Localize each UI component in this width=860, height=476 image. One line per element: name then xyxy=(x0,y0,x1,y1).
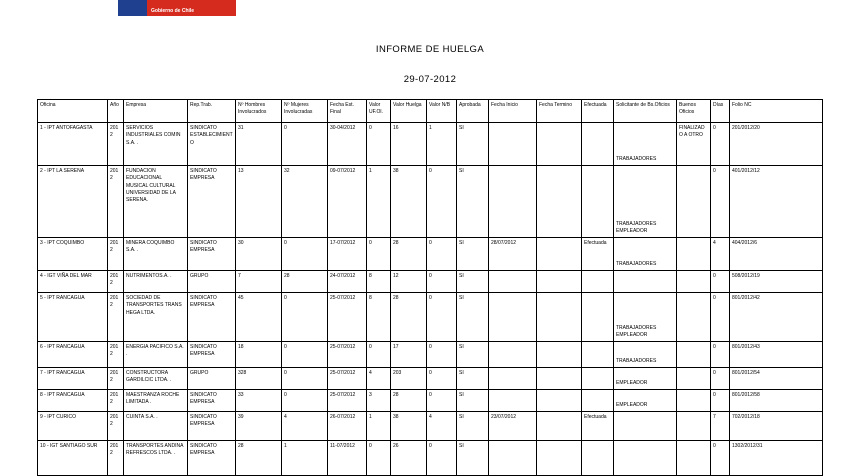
cell-solicitante: TRABAJADORES xyxy=(614,238,677,271)
huelga-table xyxy=(37,99,823,476)
cell-solicitante: TRABAJADORES EMPLEADOR xyxy=(614,293,677,342)
cell-valor-huelga: 26 xyxy=(391,441,427,476)
header-aprobada: Aprobada xyxy=(457,100,489,123)
cell-fecha-inicio xyxy=(489,368,537,390)
cell-ano: 2012 xyxy=(108,390,124,412)
cell-oficina: 6 - IPT RANCAGUA xyxy=(38,342,108,368)
cell-ano: 2012 xyxy=(108,293,124,342)
cell-fecha-termino xyxy=(537,342,582,368)
cell-efectuada xyxy=(582,441,614,476)
cell-rep-trab: SINDICATO EMPRESA xyxy=(188,293,236,342)
cell-folio-nc: 702/2012/18 xyxy=(730,412,823,441)
table-header-row xyxy=(38,100,823,123)
cell-valor-uf: 0 xyxy=(367,238,391,271)
cell-efectuada: Efectuada xyxy=(582,238,614,271)
cell-fecha-termino xyxy=(537,441,582,476)
cell-fecha-est-final: 25-07/2012 xyxy=(328,368,367,390)
cell-buenos-oficios xyxy=(677,293,711,342)
cell-fecha-inicio xyxy=(489,123,537,166)
cell-dias: 0 xyxy=(711,390,730,412)
cell-valor-huelga: 17 xyxy=(391,342,427,368)
cell-fecha-est-final: 17-07/2012 xyxy=(328,238,367,271)
cell-fecha-est-final: 30-04/2012 xyxy=(328,123,367,166)
cell-buenos-oficios xyxy=(677,342,711,368)
cell-fecha-inicio xyxy=(489,441,537,476)
cell-hombres: 7 xyxy=(236,271,282,293)
cell-folio-nc: 801/2012/42 xyxy=(730,293,823,342)
cell-folio-nc: 404/2012/6 xyxy=(730,238,823,271)
cell-fecha-termino xyxy=(537,166,582,238)
table-row xyxy=(38,123,823,166)
header-valor-huelga: Valor Huelga xyxy=(391,100,427,123)
table-row xyxy=(38,368,823,390)
cell-buenos-oficios xyxy=(677,390,711,412)
cell-aprobada: SI xyxy=(457,293,489,342)
cell-fecha-est-final: 24-07/2012 xyxy=(328,271,367,293)
cell-valor-nb: 0 xyxy=(427,293,457,342)
cell-valor-uf: 4 xyxy=(367,368,391,390)
header-fecha-est-final: Fecha Est. Final xyxy=(328,100,367,123)
cell-solicitante: EMPLEADOR xyxy=(614,368,677,390)
cell-solicitante: TRABAJADORES xyxy=(614,342,677,368)
cell-fecha-inicio xyxy=(489,390,537,412)
header-valor-nb: Valor N/B xyxy=(427,100,457,123)
cell-empresa: CONSTRUCTORA GARDILCIC LTDA. . xyxy=(124,368,188,390)
cell-aprobada: SI xyxy=(457,342,489,368)
cell-valor-uf: 0 xyxy=(367,123,391,166)
cell-fecha-inicio xyxy=(489,342,537,368)
report-title: INFORME DE HUELGA xyxy=(375,44,485,55)
cell-folio-nc: 801/2012/58 xyxy=(730,390,823,412)
cell-solicitante xyxy=(614,441,677,476)
cell-ano: 2012 xyxy=(108,166,124,238)
cell-efectuada xyxy=(582,293,614,342)
cell-fecha-est-final: 11-07/2012 xyxy=(328,441,367,476)
cell-rep-trab: SINDICATO EMPRESA xyxy=(188,412,236,441)
header-ano: Año xyxy=(108,100,124,123)
cell-fecha-termino xyxy=(537,293,582,342)
cell-dias: 0 xyxy=(711,368,730,390)
cell-hombres: 39 xyxy=(236,412,282,441)
cell-dias: 0 xyxy=(711,123,730,166)
cell-efectuada: Efectuada xyxy=(582,412,614,441)
cell-aprobada: SI xyxy=(457,368,489,390)
cell-fecha-termino xyxy=(537,368,582,390)
cell-empresa: CUINTA S.A. . xyxy=(124,412,188,441)
cell-ano: 2012 xyxy=(108,368,124,390)
cell-valor-huelga: 28 xyxy=(391,390,427,412)
cell-valor-uf: 0 xyxy=(367,342,391,368)
cell-dias: 0 xyxy=(711,441,730,476)
cell-mujeres: 0 xyxy=(282,238,328,271)
cell-buenos-oficios xyxy=(677,368,711,390)
cell-ano: 2012 xyxy=(108,412,124,441)
cell-aprobada: SI xyxy=(457,412,489,441)
cell-valor-huelga: 38 xyxy=(391,412,427,441)
cell-ano: 2012 xyxy=(108,342,124,368)
cell-fecha-termino xyxy=(537,271,582,293)
cell-oficina: 2 - IPT LA SERENA xyxy=(38,166,108,238)
cell-oficina: 7 - IPT RANCAGUA xyxy=(38,368,108,390)
cell-folio-nc: 801/2012/43 xyxy=(730,342,823,368)
cell-rep-trab: SINDICATO EMPRESA xyxy=(188,238,236,271)
cell-empresa: NUTRIMENTOS.A. . xyxy=(124,271,188,293)
cell-ano: 2012 xyxy=(108,238,124,271)
cell-valor-huelga: 38 xyxy=(391,166,427,238)
cell-buenos-oficios xyxy=(677,441,711,476)
cell-fecha-est-final: 25-07/2012 xyxy=(328,342,367,368)
cell-fecha-inicio xyxy=(489,271,537,293)
table-row xyxy=(38,293,823,342)
cell-efectuada xyxy=(582,342,614,368)
cell-fecha-est-final: 25-07/2012 xyxy=(328,390,367,412)
header-folio-nc: Folio NC xyxy=(730,100,823,123)
cell-aprobada: SI xyxy=(457,123,489,166)
cell-mujeres: 0 xyxy=(282,342,328,368)
cell-fecha-est-final: 09-07/2012 xyxy=(328,166,367,238)
cell-hombres: 13 xyxy=(236,166,282,238)
cell-solicitante xyxy=(614,412,677,441)
header-hombres: Nº Hombres Involucrados xyxy=(236,100,282,123)
cell-efectuada xyxy=(582,166,614,238)
cell-mujeres: 0 xyxy=(282,123,328,166)
cell-oficina: 10 - IGT SANTIAGO SUR xyxy=(38,441,108,476)
cell-empresa: ENERGIA PACIFICO S.A. . xyxy=(124,342,188,368)
cell-empresa: SOCIEDAD DE TRANSPORTES TRANS HEGA LTDA. xyxy=(124,293,188,342)
cell-fecha-inicio: 23/07/2012 xyxy=(489,412,537,441)
header-buenos-oficios: Buenos Oficios xyxy=(677,100,711,123)
cell-valor-uf: 8 xyxy=(367,271,391,293)
cell-valor-uf: 3 xyxy=(367,390,391,412)
cell-rep-trab: SINDICATO EMPRESA xyxy=(188,441,236,476)
table-row xyxy=(38,390,823,412)
table-row xyxy=(38,412,823,441)
cell-fecha-termino xyxy=(537,390,582,412)
cell-rep-trab: GRUPO xyxy=(188,368,236,390)
cell-fecha-est-final: 25-07/2012 xyxy=(328,293,367,342)
cell-fecha-termino xyxy=(537,123,582,166)
cell-valor-nb: 0 xyxy=(427,390,457,412)
cell-efectuada xyxy=(582,123,614,166)
header-valor-uf: Valor UF.Ol. xyxy=(367,100,391,123)
header-efectuada: Efectuada xyxy=(582,100,614,123)
cell-ano: 2012 xyxy=(108,123,124,166)
cell-empresa: FUNDACION EDUCACIONAL MUSICAL CULTURAL UNIVERSIDAD DE LA SERENA. xyxy=(124,166,188,238)
cell-aprobada: SI xyxy=(457,441,489,476)
cell-buenos-oficios xyxy=(677,412,711,441)
table-row xyxy=(38,342,823,368)
cell-solicitante xyxy=(614,271,677,293)
cell-valor-nb: 0 xyxy=(427,368,457,390)
cell-mujeres: 1 xyxy=(282,441,328,476)
report-date: 29-07-2012 xyxy=(403,74,457,85)
gobierno-logo xyxy=(118,0,236,16)
cell-rep-trab: SINDICATO EMPRESA xyxy=(188,390,236,412)
cell-oficina: 5 - IPT RANCAGUA xyxy=(38,293,108,342)
header-fecha-termino: Fecha Termino xyxy=(537,100,582,123)
cell-valor-nb: 4 xyxy=(427,412,457,441)
cell-valor-uf: 8 xyxy=(367,293,391,342)
cell-empresa: SERVICIOS INDUSTRIALES COMIN S.A. . xyxy=(124,123,188,166)
cell-mujeres: 0 xyxy=(282,390,328,412)
cell-valor-huelga: 16 xyxy=(391,123,427,166)
cell-fecha-est-final: 26-07/2012 xyxy=(328,412,367,441)
cell-folio-nc: 1302/2012/31 xyxy=(730,441,823,476)
cell-folio-nc: 201/2012/20 xyxy=(730,123,823,166)
cell-efectuada xyxy=(582,271,614,293)
cell-efectuada xyxy=(582,390,614,412)
cell-hombres: 18 xyxy=(236,342,282,368)
table-row xyxy=(38,271,823,293)
cell-solicitante: TRABAJADORES xyxy=(614,123,677,166)
cell-valor-huelga: 28 xyxy=(391,293,427,342)
cell-rep-trab: SINDICATO EMPRESA xyxy=(188,342,236,368)
cell-oficina: 4 - IGT VIÑA DEL MAR xyxy=(38,271,108,293)
cell-dias: 0 xyxy=(711,293,730,342)
cell-fecha-inicio xyxy=(489,293,537,342)
cell-valor-huelga: 28 xyxy=(391,238,427,271)
cell-valor-nb: 0 xyxy=(427,238,457,271)
cell-dias: 7 xyxy=(711,412,730,441)
cell-valor-nb: 1 xyxy=(427,123,457,166)
cell-valor-uf: 0 xyxy=(367,441,391,476)
cell-aprobada: SI xyxy=(457,166,489,238)
header-mujeres: Nº Mujeres Involucradas xyxy=(282,100,328,123)
cell-buenos-oficios: FINALIZADO A OTRO xyxy=(677,123,711,166)
cell-buenos-oficios xyxy=(677,271,711,293)
cell-fecha-termino xyxy=(537,238,582,271)
table-row xyxy=(38,441,823,476)
cell-valor-uf: 1 xyxy=(367,412,391,441)
cell-rep-trab: SINDICATO ESTABLECIMIENTO xyxy=(188,123,236,166)
cell-valor-uf: 1 xyxy=(367,166,391,238)
cell-aprobada: SI xyxy=(457,238,489,271)
cell-ano: 2012 xyxy=(108,271,124,293)
cell-dias: 0 xyxy=(711,271,730,293)
cell-folio-nc: 801/2012/54 xyxy=(730,368,823,390)
cell-valor-huelga: 12 xyxy=(391,271,427,293)
cell-solicitante: TRABAJADORES EMPLEADOR xyxy=(614,166,677,238)
cell-aprobada: SI xyxy=(457,271,489,293)
cell-folio-nc: 508/2012/19 xyxy=(730,271,823,293)
cell-hombres: 31 xyxy=(236,123,282,166)
cell-solicitante: EMPLEADOR xyxy=(614,390,677,412)
cell-dias: 0 xyxy=(711,166,730,238)
cell-rep-trab: SINDICATO EMPRESA xyxy=(188,166,236,238)
header-fecha-inicio: Fecha Inicio xyxy=(489,100,537,123)
cell-valor-nb: 0 xyxy=(427,166,457,238)
header-oficina: Oficina xyxy=(38,100,108,123)
cell-fecha-inicio xyxy=(489,166,537,238)
cell-folio-nc: 401/2012/12 xyxy=(730,166,823,238)
cell-mujeres: 28 xyxy=(282,271,328,293)
cell-rep-trab: GRUPO xyxy=(188,271,236,293)
cell-buenos-oficios xyxy=(677,166,711,238)
cell-mujeres: 0 xyxy=(282,293,328,342)
table-row xyxy=(38,238,823,271)
cell-oficina: 8 - IPT RANCAGUA xyxy=(38,390,108,412)
cell-hombres: 30 xyxy=(236,238,282,271)
cell-empresa: TRANSPORTES ANDINA REFRESCOS LTDA. . xyxy=(124,441,188,476)
cell-empresa: MAESTRANZA ROCHE LIMITADA . xyxy=(124,390,188,412)
cell-hombres: 328 xyxy=(236,368,282,390)
cell-oficina: 1 - IPT ANTOFAGASTA xyxy=(38,123,108,166)
cell-fecha-inicio: 28/07/2012 xyxy=(489,238,537,271)
cell-hombres: 28 xyxy=(236,441,282,476)
cell-valor-nb: 0 xyxy=(427,271,457,293)
cell-fecha-termino xyxy=(537,412,582,441)
header-empresa: Empresa xyxy=(124,100,188,123)
cell-oficina: 3 - IPT COQUIMBO xyxy=(38,238,108,271)
cell-valor-nb: 0 xyxy=(427,441,457,476)
cell-valor-nb: 0 xyxy=(427,342,457,368)
header-dias: Días xyxy=(711,100,730,123)
cell-hombres: 45 xyxy=(236,293,282,342)
cell-hombres: 33 xyxy=(236,390,282,412)
cell-mujeres: 0 xyxy=(282,368,328,390)
cell-dias: 0 xyxy=(711,342,730,368)
logo-text: Gobierno de Chile xyxy=(147,0,236,16)
cell-ano: 2012 xyxy=(108,441,124,476)
cell-buenos-oficios xyxy=(677,238,711,271)
header-rep-trab: Rep.Trab. xyxy=(188,100,236,123)
header-solicitante: Solicitante de Bs.Oficios xyxy=(614,100,677,123)
cell-empresa: MINERA COQUIMBO S.A. . xyxy=(124,238,188,271)
logo-blue-block xyxy=(118,0,147,16)
cell-dias: 4 xyxy=(711,238,730,271)
table-row xyxy=(38,166,823,238)
cell-oficina: 9 - IPT CURICO xyxy=(38,412,108,441)
cell-aprobada: SI xyxy=(457,390,489,412)
cell-mujeres: 4 xyxy=(282,412,328,441)
cell-valor-huelga: 203 xyxy=(391,368,427,390)
cell-efectuada xyxy=(582,368,614,390)
cell-mujeres: 32 xyxy=(282,166,328,238)
